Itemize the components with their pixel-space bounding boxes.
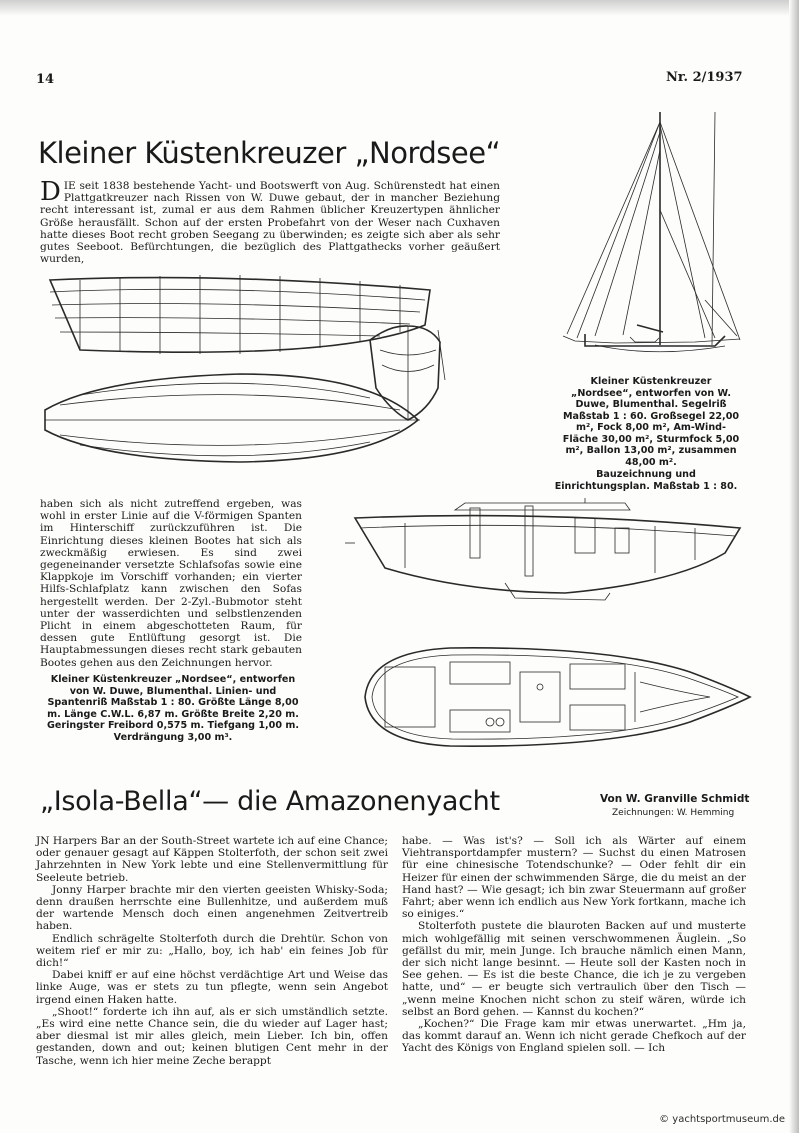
article-title-nordsee: Kleiner Küstenkreuzer „Nordsee“ — [38, 136, 501, 170]
lines-plan-drawing — [40, 270, 445, 475]
page-number: 14 — [36, 72, 55, 87]
issue-number: Nr. 2/1937 — [666, 70, 743, 85]
construction-profile-drawing — [345, 498, 750, 603]
page-right-shadow — [789, 0, 799, 1133]
drop-cap: D — [40, 177, 61, 207]
article-continuation-text — [40, 498, 302, 669]
caption-sail-plan: Kleiner Küstenkreuzer „Nordsee“, entworfen von W. Duwe, Blumenthal. Segelriß Maßstab 1 : 60. Großsegel 22,00 m², Fock 8,00 m², Am-Wind-Fläche 30,00 m², Sturmfock 5,00 m², Ballon 13,00 m², zusammen 48,00 m². — [562, 376, 740, 468]
paragraph: „Shoot!“ forderte ich ihn auf, als er sich umständlich setzte. „Es wird eine nette Chance sein, die du wieder auf Lager hast; aber diesmal ist mir alles gleich, mein Lieber. Ich bin, offen gestanden, down and out; keinen blutigen Cent mehr in der Tasche, wenn ich hier meine Zeche berappt — [36, 1005, 388, 1067]
article2-column-1 — [36, 835, 388, 1067]
article2-column-2 — [402, 835, 746, 1055]
paragraph: Stolterfoth pustete die blauroten Backen auf und musterte mich wohlgefällig mit seinen verschwommenen Äuglein. „So gefällst du mir, mein Junge. Ich brauche nämlich einen Mann, der sich nicht lange besinnt. — Heute soll der Kasten noch in See gehen. — Es ist die beste Chance, die ich je zu vergeben hatte, und“ — er beugte sich vertraulich über den Tisch — „wenn meine Knochen nicht schon zu steif wären, würde ich selbst an Bord gehen. — Kannst du kochen?“ — [402, 920, 746, 1018]
article-author: Von W. Granville Schmidt — [600, 793, 750, 805]
page-top-shadow — [0, 0, 799, 16]
caption-lines-plan: Kleiner Küstenkreuzer „Nordsee“, entworfen von W. Duwe, Blumenthal. Linien- und Spantenriß Maßstab 1 : 80. Größte Länge 8,00 m. Länge C.W.L. 6,87 m. Größte Breite 2,20 m. Geringster Freibord 0,575 m. Tiefgang 1,00 m. Verdrängung 3,00 m³. — [46, 674, 300, 743]
article-title-isola-bella: „Isola-Bella“— die Amazonenyacht — [40, 786, 500, 817]
deck-plan-drawing — [360, 642, 755, 752]
paragraph: Dabei kniff er auf eine höchst verdächtige Art und Weise das linke Auge, was er stets zu tun pflegte, wenn sein Angebot irgend einen Haken hatte. — [36, 969, 388, 1006]
paragraph: JN Harpers Bar an der South-Street wartete ich auf eine Chance; oder genauer gesagt auf Käppen Stolterfoth, der schon seit zwei Jahrzehnten in New York lebte und eine Stellenvermittlung für Seeleute betrieb. — [36, 835, 388, 884]
continuation-paragraph: haben sich als nicht zutreffend ergeben, was wohl in erster Linie auf die V-förmigen Spanten im Hinterschiff zurückzuführen ist. Die Einrichtung dieses kleinen Bootes hat sich als zweckmäßig erwiesen. Es sind zwei gegeneinander versetzte Schlafsofas sowie eine Klappkoje im Vorschiff vorhanden; ein vierter Hilfs-Schlafplatz kann zwischen den Sofas hergestellt werden. Der 2-Zyl.-Bubmotor steht unter der wasserdichten und selbstlenzenden Plicht in einem abgeschotteten Raum, für dessen gute Entlüftung gesorgt ist. Die Hauptabmessungen dieses recht stark gebauten Bootes gehen aus den Zeichnungen hervor. — [40, 498, 302, 669]
intro-paragraph: IE seit 1838 bestehende Yacht- und Bootswerft von Aug. Schürenstedt hat einen Plattgatkreuzer nach Rissen von W. Duwe gebaut, der in mancher Beziehung recht interessant ist, zumal er aus dem Rahmen üblicher Kreuzertypen ähnlicher Größe herausfällt. Schon auf der ersten Probefahrt von der Weser nach Cuxhaven hatte dieses Boot recht groben Seegang zu überwinden; es zeigte sich aber als sehr gutes Seeboot. Befürchtungen, die bezüglich des Plattgathecks vorher geäußert wurden, — [40, 180, 500, 266]
paragraph: Endlich schrägelte Stolterfoth durch die Drehtür. Schon von weitem rief er mir zu: „Hallo, boy, ich hab' ein feines Job für dich!“ — [36, 932, 388, 970]
illustrations-credit: Zeichnungen: W. Hemming — [612, 808, 735, 818]
sail-plan-drawing — [555, 110, 745, 375]
paragraph: habe. — Was ist's? — Soll ich als Wärter auf einem Viehtransportdampfer mustern? — Suchst du einen Matrosen für eine chinesische Totendschunke? — Oder fehlt dir ein Heizer für einen der schwimmenden Särge, die du meist an der Hand hast? — Wie gesagt; ich bin zwar Steuermann auf großer Fahrt; aber wenn ich endlich aus New York fortkann, mache ich so einiges.“ — [402, 835, 746, 921]
paragraph: Jonny Harper brachte mir den vierten geeisten Whisky-Soda; denn draußen herrschte eine Bullenhitze, und außerdem muß der wartende Mensch doch einen angenehmen Zeitvertreib haben. — [36, 883, 388, 933]
paragraph: „Kochen?“ Die Frage kam mir etwas unerwartet. „Hm ja, das kommt darauf an. Wenn ich nicht gerade Chefkoch auf der Yacht des Königs von England spielen soll. — Ich — [402, 1018, 746, 1055]
caption-construction-plan: Bauzeichnung und Einrichtungsplan. Maßstab 1 : 80. — [554, 469, 738, 492]
article-intro-text — [40, 177, 500, 266]
watermark: © yachtsportmuseum.de — [659, 1114, 785, 1125]
